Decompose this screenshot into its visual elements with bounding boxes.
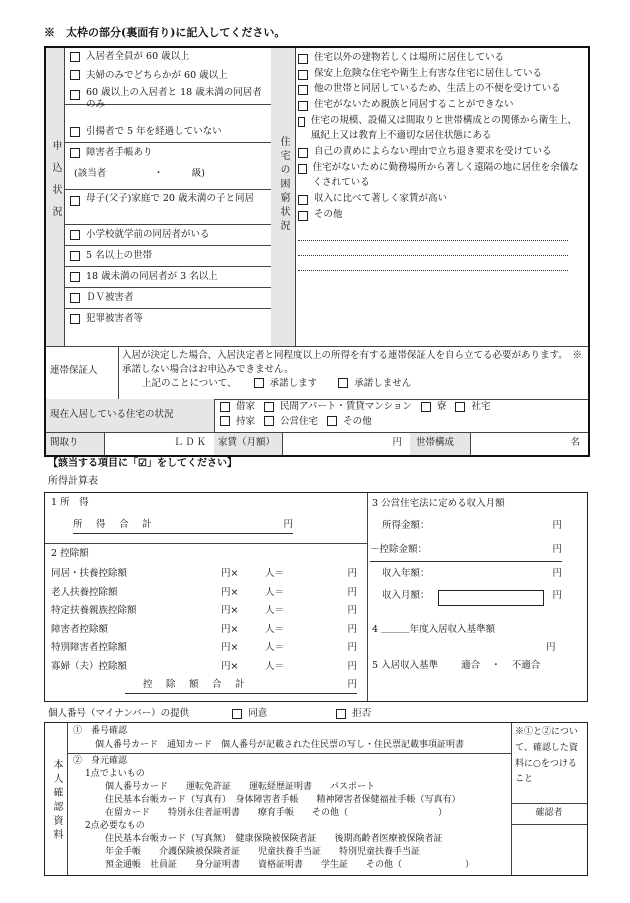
- rent-field[interactable]: 円: [282, 433, 411, 455]
- id-l11: 預金通帳 社員証 身分証明書 資格証明書 学生証 その他（ ）: [105, 860, 475, 870]
- difficulty-item[interactable]: その他: [298, 207, 580, 223]
- checkbox[interactable]: [70, 230, 80, 240]
- unit-yen-times: 円×: [221, 605, 239, 616]
- deduction-row[interactable]: [51, 624, 357, 640]
- mynumber-row: 個人番号（マイナンバー）の提供 同意 拒否: [48, 708, 372, 719]
- deduction-label: 障害者控除額: [51, 623, 109, 635]
- unit-yen: 円: [347, 586, 357, 598]
- checkbox[interactable]: [70, 293, 80, 303]
- agree-label: 承諾します: [269, 377, 318, 389]
- monthly-income-input[interactable]: [438, 590, 544, 606]
- income-table: [44, 492, 588, 702]
- income-table-title: 所得計算表: [48, 476, 98, 487]
- income-total-line[interactable]: 所 得 合 計 円: [73, 519, 293, 534]
- other-reason-line-1[interactable]: [298, 226, 568, 241]
- guarantor-text-cell: [122, 349, 584, 397]
- disagree-checkbox[interactable]: [338, 378, 348, 388]
- id-l8: 2点必要なもの: [85, 821, 145, 831]
- id-check-note-cell: [511, 723, 587, 875]
- income-s2-title: 2 控除額: [51, 548, 89, 559]
- unit-people-eq: 人＝: [265, 642, 285, 653]
- deduction-row[interactable]: [51, 587, 357, 603]
- confirmer-field[interactable]: [511, 825, 587, 877]
- household-label-cell: [410, 433, 471, 455]
- housing-difficulty-label-cell: [271, 48, 296, 346]
- madori-label: 間取り: [50, 437, 79, 448]
- mynumber-agree-checkbox[interactable]: [232, 709, 242, 719]
- applicant-status-label: 申込状況: [50, 140, 61, 228]
- guarantor-label-cell: [46, 347, 119, 399]
- checkbox[interactable]: [70, 196, 80, 206]
- guarantor-prompt: 上記のことについて、: [142, 377, 237, 389]
- id-l3: ② 身元確認: [73, 756, 128, 766]
- checkbox[interactable]: [421, 402, 431, 412]
- current-housing-options: 借家 民間アパート・賃貸マンション 寮 社宅 持家 公営住宅 その他: [220, 400, 584, 429]
- unit-yen: 円: [347, 623, 357, 635]
- other-reason-line-3[interactable]: [298, 256, 568, 271]
- checkbox[interactable]: [264, 402, 274, 412]
- checkbox[interactable]: [70, 251, 80, 261]
- disagree-label: 承諾しません: [354, 377, 412, 389]
- id-check-label: 本人確認資料: [51, 759, 62, 843]
- difficulty-item[interactable]: 収入に比べて著しく家賃が高い: [298, 191, 580, 207]
- checkbox[interactable]: [70, 272, 80, 282]
- difficulty-item[interactable]: 住宅の規模、設備又は間取りと世帯構成との関係から衛生上、風紀上又は教育上不適切な居住状態にある: [298, 113, 580, 144]
- id-l9: 住民基本台帳カード（写真無） 健康保険被保険者証 後期高齢者医療被保険者証: [105, 834, 443, 844]
- household-field[interactable]: 名: [570, 437, 580, 448]
- unit-yen-times: 円×: [221, 586, 239, 598]
- current-housing-label: 現在入居している住宅の状況: [50, 409, 174, 420]
- s3-income-row[interactable]: 所得金額： 円: [382, 520, 562, 531]
- checkbox[interactable]: [70, 314, 80, 324]
- status-item-dv[interactable]: ＤＶ被害者: [64, 288, 271, 309]
- checkbox[interactable]: [70, 90, 80, 100]
- checkbox[interactable]: [70, 148, 80, 158]
- instruction-header: ※ 太枠の部分(裏面有り)に記入してください。: [44, 26, 286, 39]
- unit-people-eq: 人＝: [265, 568, 285, 579]
- id-l1: ① 番号確認: [73, 726, 128, 736]
- housing-difficulty-label: 住宅の困窮状況: [278, 136, 289, 234]
- income-section-2: [45, 544, 367, 701]
- unit-yen-times: 円×: [221, 642, 239, 653]
- deduction-row[interactable]: [51, 661, 357, 677]
- checkbox[interactable]: [70, 70, 80, 80]
- income-s3-title: 3 公営住宅法に定める収入月額: [372, 498, 505, 509]
- s3-deduct-row[interactable]: －控除金額： 円: [370, 543, 562, 562]
- checkbox[interactable]: [220, 416, 230, 426]
- deduction-label: 寡婦（夫）控除額: [51, 660, 128, 672]
- id-l5: 個人番号カード 運転免許証 運転経歴証明書 パスポート: [105, 782, 376, 792]
- application-main-box: [44, 46, 590, 457]
- checkbox[interactable]: [298, 211, 308, 221]
- checkbox[interactable]: [70, 52, 80, 62]
- madori-label-cell: [46, 433, 105, 455]
- deduction-row[interactable]: [51, 605, 357, 621]
- income-left: [45, 493, 368, 701]
- checkbox[interactable]: [298, 164, 307, 174]
- current-housing-row: [46, 399, 588, 433]
- status-item-preschool[interactable]: 小学校就学前の同居者がいる: [64, 225, 271, 246]
- layout-rent-row: [46, 433, 588, 455]
- checkbox[interactable]: [298, 101, 308, 111]
- mynumber-label: 個人番号（マイナンバー）の提供: [48, 708, 190, 719]
- income-s1-title: 1 所 得: [51, 497, 89, 508]
- rent-label-cell: [214, 433, 283, 455]
- checkbox[interactable]: [327, 416, 337, 426]
- id-check-label-cell: [45, 723, 68, 875]
- difficulty-item[interactable]: 保安上危険な住宅や衛生上有害な住宅に居住している: [298, 66, 580, 82]
- agree-checkbox[interactable]: [254, 378, 264, 388]
- unit-people-eq: 人＝: [265, 586, 285, 598]
- guarantor-row: [46, 346, 588, 400]
- status-item-1[interactable]: 入居者全員が 60 歳以上 夫婦のみでどちらかが 60 歳以上 60 歳以上の入居者と 18 歳未満の同居者のみ: [64, 48, 271, 105]
- id-check-table: [44, 722, 588, 876]
- unit-people-eq: 人＝: [265, 660, 285, 672]
- checkbox[interactable]: [264, 416, 274, 426]
- s5-ng[interactable]: 不適合: [511, 660, 541, 671]
- checkbox[interactable]: [298, 117, 305, 127]
- other-reason-line-2[interactable]: [298, 241, 568, 256]
- unit-yen: 円: [347, 660, 357, 672]
- unit-yen-times: 円×: [221, 568, 239, 579]
- id-l10: 年金手帳 介護保険被保険者証 児童扶養手当証 特別児童扶養手当証: [105, 847, 421, 857]
- id-l7: 在留カード 特別永住者証明書 療育手帳 その他（ ）: [105, 808, 448, 818]
- difficulty-item[interactable]: 住宅以外の建物若しくは場所に居住している: [298, 50, 580, 66]
- s5-ok[interactable]: 適合: [461, 660, 481, 671]
- confirmer-label: 確認者: [511, 804, 587, 825]
- id-l2: 個人番号カード 通知カード 個人番号が記載された住民票の写し・住民票記載事項証明書: [95, 740, 465, 750]
- madori-field[interactable]: ＬＤＫ: [104, 433, 215, 455]
- deduction-label: 老人扶養控除額: [51, 586, 118, 598]
- checkbox[interactable]: [220, 402, 230, 412]
- unit-people-eq: 人＝: [265, 623, 285, 635]
- checkbox[interactable]: [298, 85, 308, 95]
- status-item-disability[interactable]: 障害者手帳あり (該当者 ・ 級): [64, 143, 271, 190]
- unit-yen: 円: [347, 568, 357, 579]
- income-right: [368, 493, 587, 701]
- mynumber-refuse-checkbox[interactable]: [336, 709, 346, 719]
- difficulty-item[interactable]: 住宅がないため親族と同居することができない: [298, 97, 580, 113]
- deduction-label: 同居・扶養控除額: [51, 568, 128, 579]
- income-section-1: [45, 493, 367, 544]
- difficulty-item[interactable]: 他の世帯と同居しているため、生活上の不便を受けている: [298, 81, 580, 97]
- deduction-row[interactable]: [51, 568, 357, 584]
- applicant-status-list: [64, 48, 272, 346]
- s3-annual-row[interactable]: 収入年額： 円: [382, 568, 562, 579]
- status-item-crime-victim[interactable]: 犯罪被害者等: [64, 309, 271, 339]
- unit-yen-times: 円×: [221, 623, 239, 635]
- id-check-note: ※①と②について、確認した資料に○をつけること: [511, 723, 587, 804]
- status-item-repatriate[interactable]: 引揚者で 5 年を経過していない: [64, 122, 271, 143]
- s4-yen: 円: [546, 642, 556, 653]
- checkbox[interactable]: [70, 127, 80, 137]
- unit-people-eq: 人＝: [265, 605, 285, 616]
- rent-label: 家賃（月額）: [218, 437, 276, 448]
- guarantor-label: 連帯保証人: [50, 365, 98, 376]
- household-label: 世帯構成: [416, 437, 455, 448]
- deduction-total-line[interactable]: 控 除 額 合 計 円: [125, 679, 357, 694]
- income-s5-row: 5 入居収入基準 適合 ・ 不適合: [372, 660, 541, 671]
- checkbox[interactable]: [298, 70, 308, 80]
- difficulty-item[interactable]: 自己の責めによらない理由で立ち退き要求を受けている: [298, 144, 580, 160]
- unit-yen: 円: [347, 642, 357, 653]
- unit-yen: 円: [347, 605, 357, 616]
- difficulty-item[interactable]: 住宅がないために勤務場所から著しく遠隔の地に居住を余儀なくされている: [298, 160, 580, 191]
- unit-yen-times: 円×: [221, 660, 239, 672]
- applicant-status-label-cell: [46, 48, 65, 346]
- status-item-minors[interactable]: 18 歳未満の同居者が 3 名以上: [64, 267, 271, 288]
- status-item-single-parent[interactable]: 母子(父子)家庭で 20 歳未満の子と同居: [64, 190, 271, 225]
- income-s4-title: 4 ＿＿＿年度入居収入基準額: [372, 624, 496, 635]
- housing-difficulty-list: [298, 50, 580, 346]
- current-housing-label-cell: [46, 399, 215, 432]
- id-l4: 1点でよいもの: [85, 769, 145, 779]
- deduction-row[interactable]: [51, 642, 357, 658]
- checkbox[interactable]: [455, 402, 465, 412]
- checkbox[interactable]: [298, 148, 308, 158]
- id-check-content: [67, 723, 512, 875]
- checkbox[interactable]: [298, 54, 308, 64]
- guarantor-notice: 入居が決定した場合、入居決定者と同程度以上の所得を有する連帯保証人を自ら立てる必要があります。 ※承諾しない場合はお申込みできません。: [122, 350, 582, 375]
- checkbox[interactable]: [298, 195, 308, 205]
- deduction-label: 特別障害者控除額: [51, 642, 128, 653]
- id-l6: 住民基本台帳カード（写真有） 身体障害者手帳 精神障害者保健福祉手帳（写真有）: [105, 795, 461, 805]
- check-instruction: 【該当する項目に「☑」をしてください】: [48, 458, 237, 469]
- status-item-five-members[interactable]: 5 名以上の世帯: [64, 246, 271, 267]
- deduction-label: 特定扶養親族控除額: [51, 605, 137, 616]
- s3-monthly-row: 収入月額： 円: [382, 589, 562, 603]
